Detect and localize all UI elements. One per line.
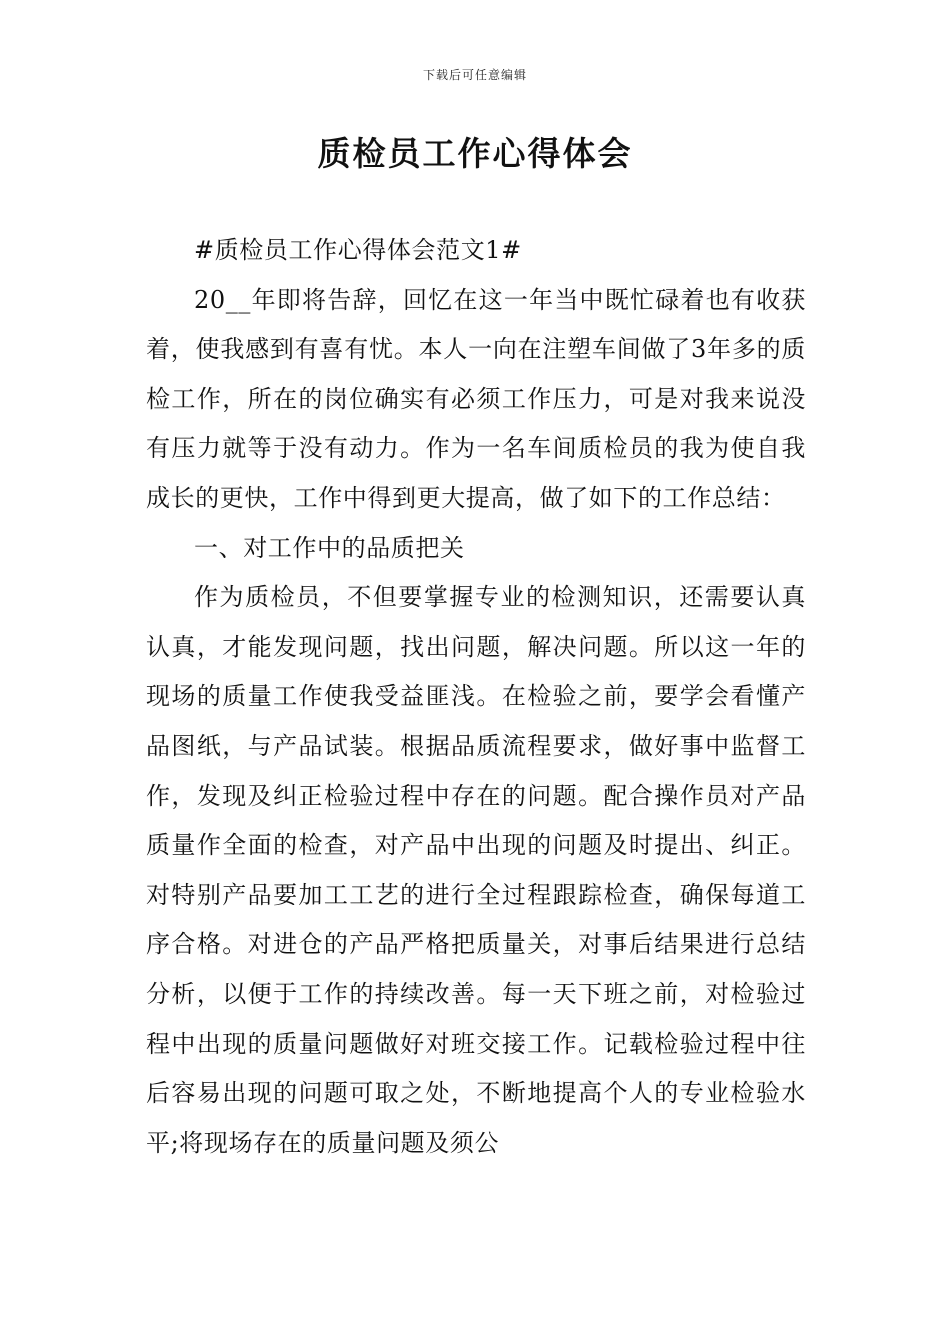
section-heading: #质检员工作心得体会范文1# <box>194 236 522 264</box>
subsection-heading: 一、对工作中的品质把关 <box>194 533 465 562</box>
paragraph-intro: 20__年即将告辞，回忆在这一年当中既忙碌着也有收获着，使我感到有喜有忧。本人一向在注塑车间做了3年多的质检工作，所在的岗位确实有必须工作压力，可是对我来说没有压力就等于没有动力。作为一名车间质检员的我为使自我成长的更快，工作中得到更大提高，做了如下的工作总结： <box>146 285 806 512</box>
paragraph-quality-control: 作为质检员，不但要掌握专业的检测知识，还需要认真认真，才能发现问题，找出问题，解决问题。所以这一年的现场的质量工作使我受益匪浅。在检验之前，要学会看懂产品图纸，与产品试装。根据品质流程要求，做好事中监督工作，发现及纠正检验过程中存在的问题。配合操作员对产品质量作全面的检查，对产品中出现的问题及时提出、纠正。对特别产品要加工工艺的进行全过程跟踪检查，确保每道工序合格。对进仓的产品严格把质量关，对事后结果进行总结分析，以便于工作的持续改善。每一天下班之前，对检验过程中出现的质量问题做好对班交接工作。记载检验过程中往后容易出现的问题可取之处，不断地提高个人的专业检验水平;将现场存在的质量问题及须公 <box>146 583 806 1157</box>
document-title: 质检员工作心得体会 <box>317 134 633 173</box>
header-note: 下载后可任意编辑 <box>422 68 527 82</box>
document-body <box>146 226 806 1168</box>
